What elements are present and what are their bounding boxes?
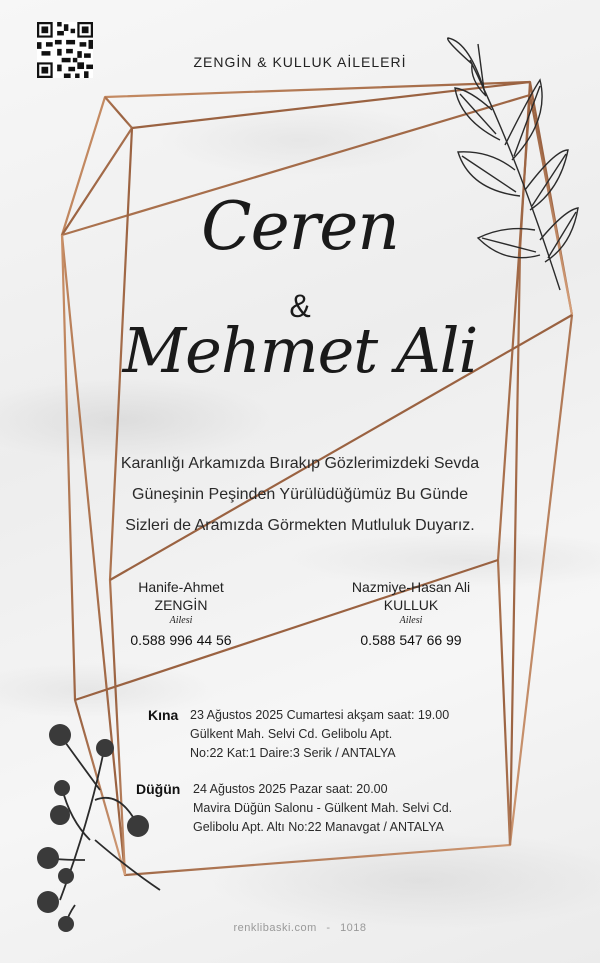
berries <box>37 724 149 932</box>
footer-separator: - <box>326 922 331 934</box>
footer-code: 1018 <box>340 922 367 934</box>
bride-name: Ceren <box>201 188 399 265</box>
groom-family <box>306 578 516 649</box>
family-names: Nazmiye-Hasan Ali <box>351 579 471 595</box>
family-phone: 0.588 996 44 56 <box>130 632 232 648</box>
bride-family <box>76 578 286 649</box>
event-line: Mavira Düğün Salonu - Gülkent Mah. Selvi Cd. <box>193 801 453 815</box>
family-names: Hanife-Ahmet <box>138 579 224 595</box>
verse-line: Güneşinin Peşinden Yürülüdüğümüz Bu Günde <box>132 486 468 503</box>
event-line: 23 Ağustos 2025 Cumartesi akşam saat: 19.00 <box>190 708 450 722</box>
family-label: Ailesi <box>169 615 193 626</box>
family-phone: 0.588 547 66 99 <box>360 632 462 648</box>
families-heading: ZENGİN & KULLUK AİLELERİ <box>193 54 407 70</box>
event-line: Gülkent Mah. Selvi Cd. Gelibolu Apt. <box>190 727 393 741</box>
verse-line: Karanlığı Arkamızda Bırakıp Gözlerimizdeki Sevda <box>120 455 480 472</box>
groom-name: Mehmet Ali <box>122 314 478 387</box>
family-label: Ailesi <box>399 615 423 626</box>
event-details <box>193 780 452 837</box>
event-title: Düğün <box>136 781 181 797</box>
invitation-verse <box>0 448 600 541</box>
footer-credit <box>0 922 600 934</box>
footer-brand: renklibaski.com <box>233 922 317 934</box>
verse-line: Sizleri de Aramızda Görmekten Mutluluk Duyarız. <box>125 517 475 534</box>
event-details <box>190 706 449 763</box>
ampersand: & <box>289 288 311 324</box>
family-surname: ZENGİN <box>154 597 208 613</box>
event-line: No:22 Kat:1 Daire:3 Serik / ANTALYA <box>190 746 396 760</box>
event-line: Gelibolu Apt. Altı No:22 Manavgat / ANTALYA <box>193 820 444 834</box>
event-line: 24 Ağustos 2025 Pazar saat: 20.00 <box>193 782 388 796</box>
family-surname: KULLUK <box>383 597 439 613</box>
event-title: Kına <box>148 707 179 723</box>
